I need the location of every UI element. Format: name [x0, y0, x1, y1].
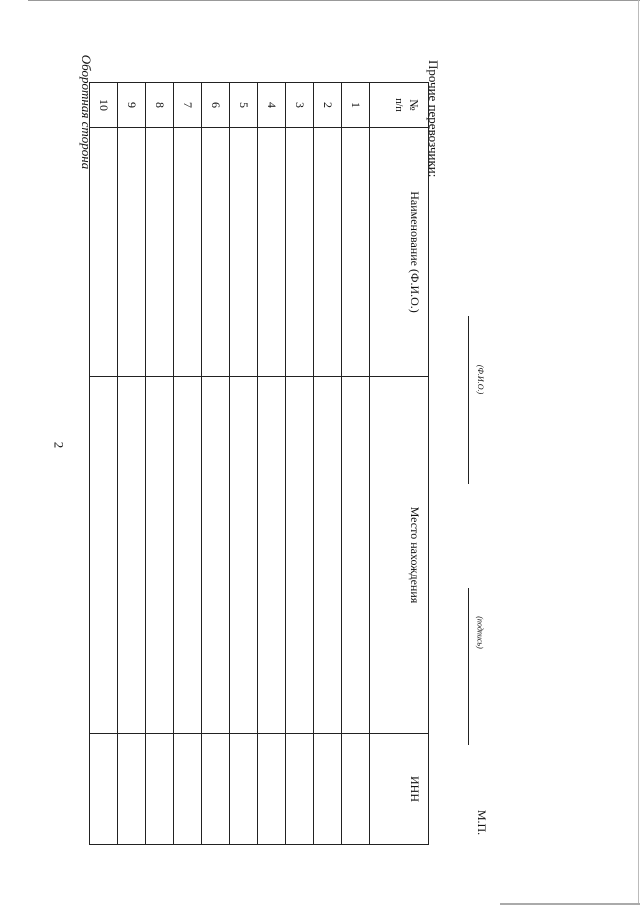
header-name: Наименование (Ф.И.О.)	[370, 128, 429, 377]
cell-inn[interactable]	[202, 734, 230, 845]
table-caption: Прочие перевозчики:	[426, 60, 441, 178]
cell-inn[interactable]	[258, 734, 286, 845]
signature-line[interactable]	[468, 588, 469, 745]
cell-inn[interactable]	[146, 734, 174, 845]
fio-line[interactable]	[468, 316, 469, 484]
header-location: Место нахождения	[370, 377, 429, 734]
cell-inn[interactable]	[342, 734, 370, 845]
table-row	[286, 83, 314, 845]
cell-location[interactable]	[342, 377, 370, 734]
cell-location[interactable]	[174, 377, 202, 734]
cell-name[interactable]	[342, 128, 370, 377]
cell-inn[interactable]	[90, 734, 118, 845]
cell-name[interactable]	[286, 128, 314, 377]
table-row	[174, 83, 202, 845]
row-number: 3	[286, 83, 314, 128]
table-row	[90, 83, 118, 845]
side-note-text: Оборотная сторона	[79, 54, 94, 170]
row-number: 9	[118, 83, 146, 128]
cell-inn[interactable]	[286, 734, 314, 845]
cell-name[interactable]	[174, 128, 202, 377]
table-row	[118, 83, 146, 845]
row-number: 2	[314, 83, 342, 128]
cell-name[interactable]	[230, 128, 258, 377]
cell-name[interactable]	[202, 128, 230, 377]
cell-inn[interactable]	[174, 734, 202, 845]
row-number: 10	[90, 83, 118, 128]
row-number: 1	[342, 83, 370, 128]
header-number	[370, 83, 429, 128]
cell-location[interactable]	[146, 377, 174, 734]
form-content	[98, 60, 441, 840]
carriers-table	[89, 82, 429, 845]
cell-inn[interactable]	[314, 734, 342, 845]
cell-inn[interactable]	[118, 734, 146, 845]
header-inn: ИНН	[370, 734, 429, 845]
cell-name[interactable]	[258, 128, 286, 377]
cell-location[interactable]	[118, 377, 146, 734]
fio-caption: (Ф.И.О.)	[476, 364, 486, 395]
row-number: 5	[230, 83, 258, 128]
table-header-row	[370, 83, 429, 845]
header-number-symbol: №	[407, 99, 421, 111]
cell-name[interactable]	[146, 128, 174, 377]
header-number-abbr: п/п	[393, 98, 404, 112]
cell-location[interactable]	[314, 377, 342, 734]
cell-location[interactable]	[230, 377, 258, 734]
rotated-form	[98, 60, 441, 840]
table-row	[202, 83, 230, 845]
page-number: 2	[51, 441, 67, 449]
cell-name[interactable]	[90, 128, 118, 377]
scan-edge-top	[28, 0, 640, 1]
cell-location[interactable]	[286, 377, 314, 734]
table-row	[230, 83, 258, 845]
cell-name[interactable]	[118, 128, 146, 377]
row-number: 6	[202, 83, 230, 128]
table-row	[342, 83, 370, 845]
cell-location[interactable]	[258, 377, 286, 734]
table-row	[146, 83, 174, 845]
signature-caption: (подпись)	[475, 616, 485, 649]
cell-name[interactable]	[314, 128, 342, 377]
mp-label: М.П.	[475, 809, 490, 836]
table-row	[258, 83, 286, 845]
row-number: 7	[174, 83, 202, 128]
row-number: 8	[146, 83, 174, 128]
scan-edge-right	[638, 0, 639, 905]
cell-inn[interactable]	[230, 734, 258, 845]
table-row	[314, 83, 342, 845]
row-number: 4	[258, 83, 286, 128]
cell-location[interactable]	[202, 377, 230, 734]
cell-location[interactable]	[90, 377, 118, 734]
